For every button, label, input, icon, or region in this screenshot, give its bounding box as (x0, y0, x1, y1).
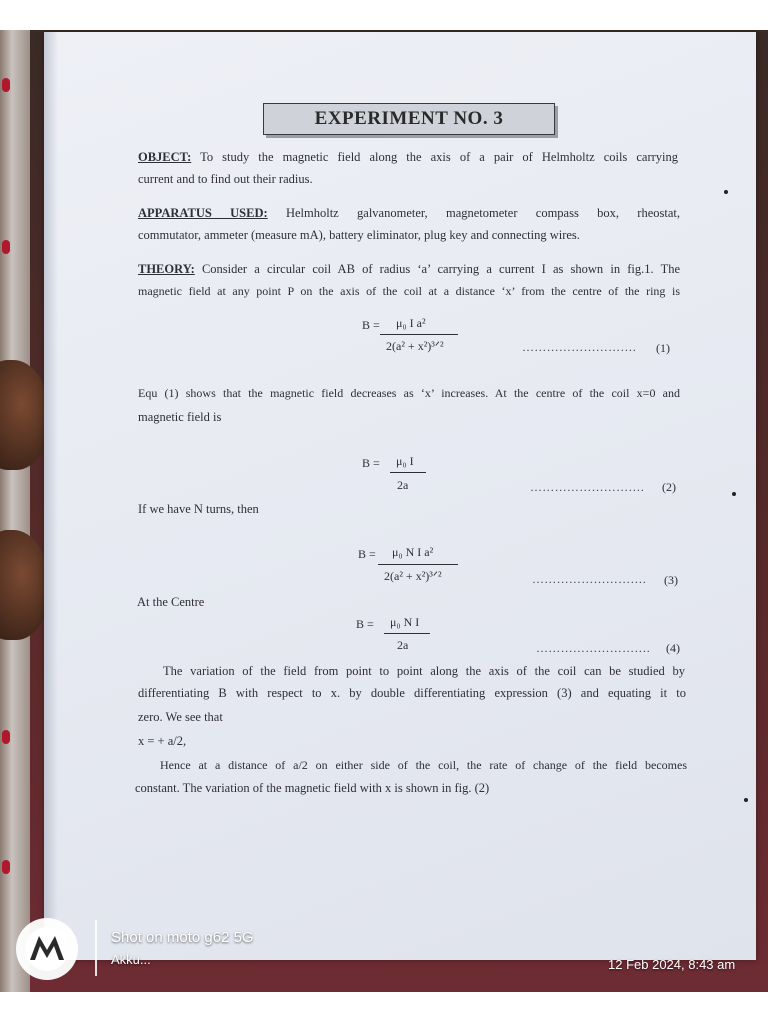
apparatus-line-2: commutator, ammeter (measure mA), battery eliminator, plug key and connecting wires. (138, 228, 580, 242)
para5-line-2: differentiating B with respect to x. by double differentiating expression (3) and equating it to (138, 686, 686, 700)
apparatus-heading: APPARATUS USED: (138, 206, 268, 220)
eq2-dots: ………………………. (530, 480, 644, 494)
para4: At the Centre (137, 595, 205, 609)
theory-text-1: Consider a circular coil AB of radius ‘a’ carrying a current I as shown in fig.1. The (201, 262, 681, 276)
theory-line-2: magnetic field at any point P on the axis of the coil at a distance ‘x’ from the centre of the ring is (138, 284, 680, 298)
theory-line-1 (138, 262, 680, 277)
eq3-denominator: 2(a² + x²)³ᐟ² (384, 569, 442, 583)
experiment-title: EXPERIMENT NO. 3 (263, 103, 555, 135)
eq1-lhs: B = (362, 318, 380, 332)
eq1-numerator: μ₀ I a² (396, 316, 426, 330)
eq3-number: (3) (664, 573, 678, 587)
para6-line-2: constant. The variation of the magnetic field with x is shown in fig. (2) (135, 781, 490, 795)
eq4-denominator: 2a (397, 638, 409, 652)
theory-heading: THEORY: (138, 262, 195, 276)
object-line-1 (138, 150, 678, 165)
para3: If we have N turns, then (138, 502, 259, 516)
object-line-2: current and to find out their radius. (138, 172, 313, 186)
para2-line-1: Equ (1) shows that the magnetic field decreases as ‘x’ increases. At the centre of the coil x=0 and (138, 386, 680, 400)
eq1-dots: ………………………. (522, 340, 636, 354)
eq2-lhs: B = (362, 456, 380, 470)
eq3-dots: ………………………. (532, 572, 646, 586)
eq4-numerator: μ₀ N I (390, 615, 420, 629)
para2-line-2: magnetic field is (138, 410, 222, 424)
eq1-denominator: 2(a² + x²)³ᐟ² (386, 339, 444, 353)
eq2-numerator: μ₀ I (396, 454, 414, 468)
eq1-number: (1) (656, 341, 670, 355)
eq2-number: (2) (662, 480, 676, 494)
eq2-denominator: 2a (397, 478, 409, 492)
para5-line-3: zero. We see that (138, 710, 223, 724)
object-heading: OBJECT: (138, 150, 192, 164)
apparatus-line-1 (138, 206, 680, 221)
watermark-separator (95, 920, 97, 976)
motorola-logo-icon-graphic (24, 926, 70, 972)
object-text-1: To study the magnetic field along the axis of a pair of Helmholtz coils carrying (200, 150, 679, 164)
para5-line-1: The variation of the field from point to point along the axis of the coil can be studied by (163, 664, 685, 678)
eq4-lhs: B = (356, 617, 374, 631)
motorola-logo-icon (16, 918, 78, 980)
para5-line-4: x = + a/2, (138, 734, 187, 748)
eq4-dots: ………………………. (536, 641, 650, 655)
eq1-fraction-bar (380, 334, 458, 335)
apparatus-text-1: Helmholtz galvanometer, magnetometer compass box, rheostat, (285, 206, 681, 220)
watermark-author: Akku... (111, 952, 151, 967)
watermark-timestamp: 12 Feb 2024, 8:43 am (608, 957, 736, 972)
paper-speck (724, 190, 728, 194)
paper-speck (732, 492, 736, 496)
eq2-fraction-bar (390, 472, 426, 473)
para6-line-1: Hence at a distance of a/2 on either side of the coil, the rate of change of the field becomes (160, 758, 687, 772)
eq3-fraction-bar (378, 564, 458, 565)
eq4-number: (4) (666, 641, 680, 655)
eq3-numerator: μ₀ N I a² (392, 545, 434, 559)
eq4-fraction-bar (384, 633, 430, 634)
watermark-device: Shot on moto g62 5G (111, 929, 254, 946)
eq3-lhs: B = (358, 547, 376, 561)
paper-speck (744, 798, 748, 802)
